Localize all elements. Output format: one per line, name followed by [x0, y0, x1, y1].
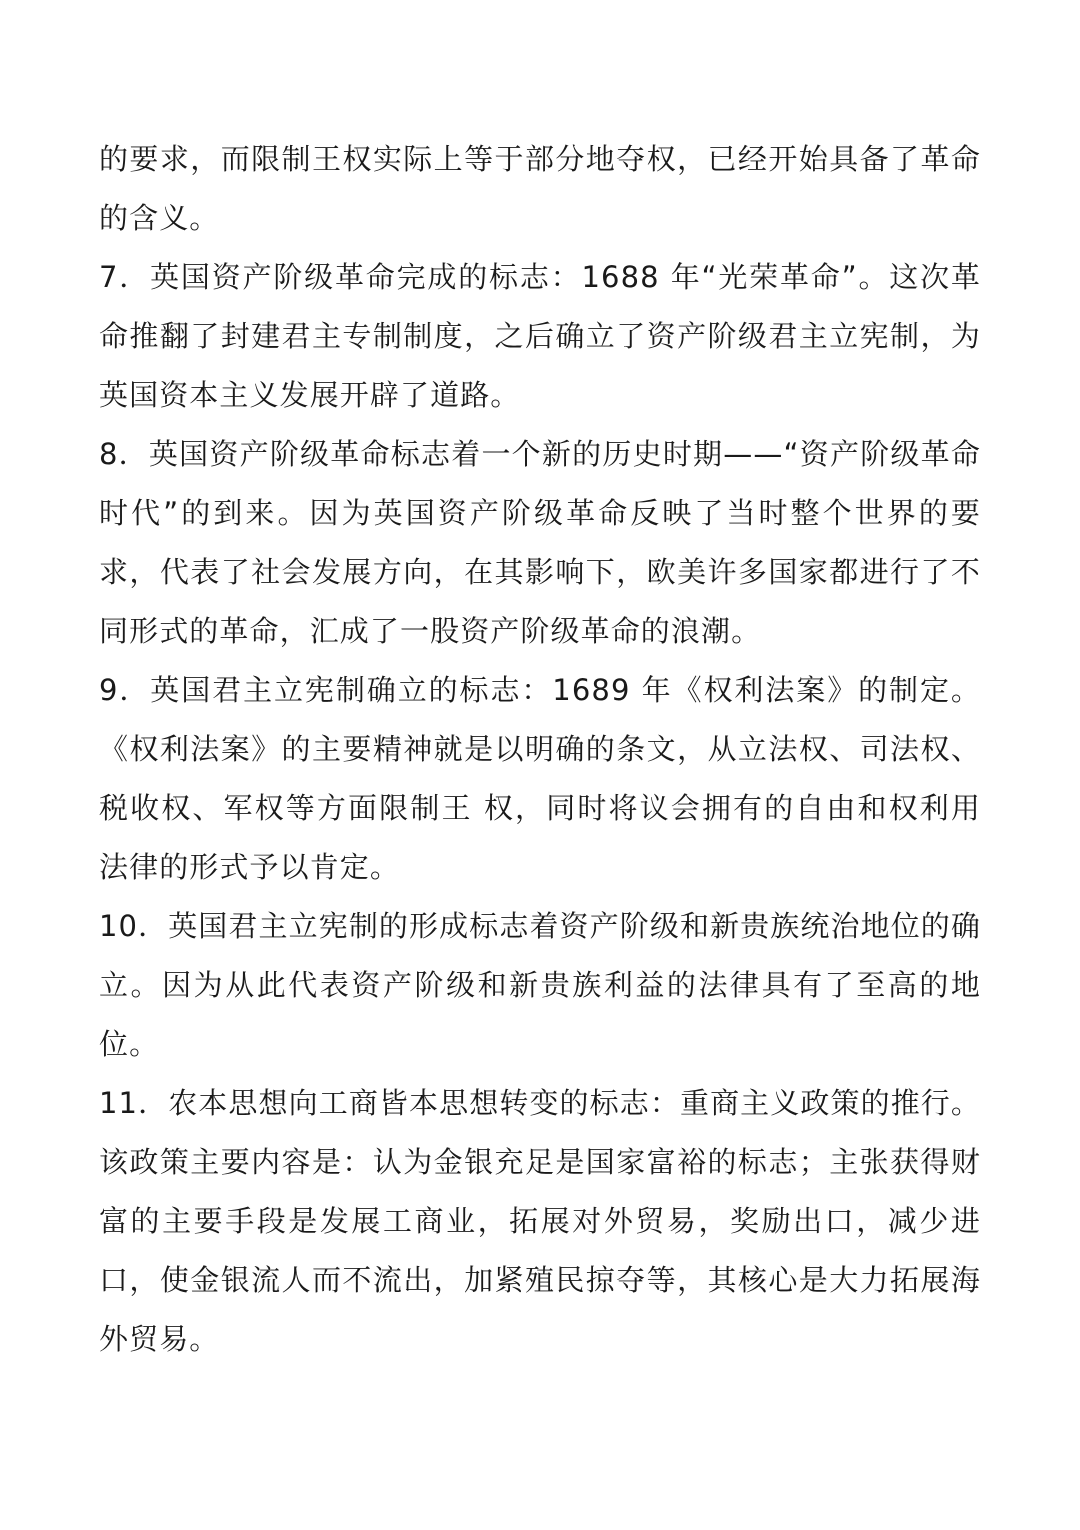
- document-page: [99, 130, 981, 1369]
- paragraph-item-8: 8．英国资产阶级革命标志着一个新的历史时期——“资产阶级革命时代”的到来。因为英国资产阶级革命反映了当时整个世界的要求，代表了社会发展方向，在其影响下，欧美许多国家都进行了不同形式的革命，汇成了一股资产阶级革命的浪潮。: [99, 437, 981, 648]
- paragraph-continuation: 的要求，而限制王权实际上等于部分地夺权，已经开始具备了革命的含义。: [99, 142, 981, 235]
- paragraph-item-9: 9．英国君主立宪制确立的标志：1689 年《权利法案》的制定。《权利法案》的主要精神就是以明确的条文，从立法权、司法权、税收权、军权等方面限制王 权，同时将议会拥有的自由和权利用法律的形式予以肯定。: [99, 673, 981, 884]
- paragraph-item-7: 7．英国资产阶级革命完成的标志：1688 年“光荣革命”。这次革命推翻了封建君主专制制度，之后确立了资产阶级君主立宪制，为英国资本主义发展开辟了道路。: [99, 260, 981, 412]
- paragraph-item-11: 11．农本思想向工商皆本思想转变的标志：重商主义政策的推行。该政策主要内容是：认为金银充足是国家富裕的标志；主张获得财富的主要手段是发展工商业，拓展对外贸易，奖励出口，减少进口，使金银流人而不流出，加紧殖民掠夺等，其核心是大力拓展海外贸易。: [99, 1086, 981, 1356]
- paragraph-item-10: 10．英国君主立宪制的形成标志着资产阶级和新贵族统治地位的确立。因为从此代表资产阶级和新贵族利益的法律具有了至高的地位。: [99, 909, 981, 1061]
